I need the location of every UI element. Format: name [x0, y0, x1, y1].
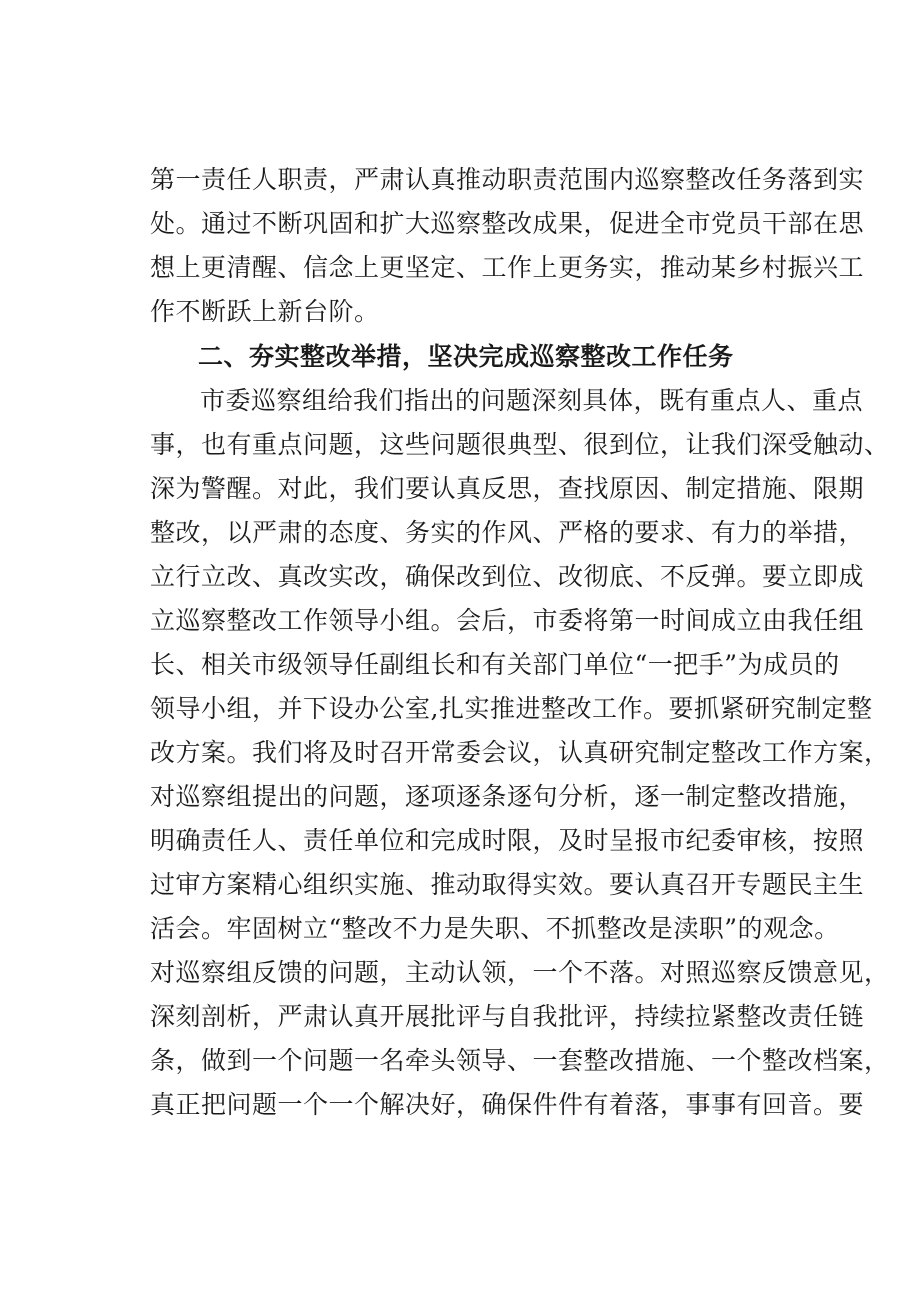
paragraph-2-line-15: 深刻剖析，严肃认真开展批评与自我批评，持续拉紧整改责任链	[150, 1002, 865, 1031]
paragraph-2-line-6: 立巡察整改工作领导小组。会后，市委将第一时间成立由我任组	[150, 606, 865, 635]
paragraph-2-line-7: 长、相关市级领导任副组长和有关部门单位“一把手”为成员的	[150, 650, 840, 679]
paragraph-1-line-3: 想上更清醒、信念上更坚定、工作上更务实，推动某乡村振兴工	[150, 253, 865, 282]
paragraph-2-line-4: 整改，以严肃的态度、务实的作风、严格的要求、有力的举措，	[150, 518, 865, 547]
section-heading: 二、夯实整改举措，坚决完成巡察整改工作任务	[198, 342, 734, 371]
paragraph-2-line-11: 明确责任人、责任单位和完成时限，及时呈报市纪委审核，按照	[150, 826, 865, 855]
paragraph-2-line-5: 立行立改、真改实改，确保改到位、改彻底、不反弹。要立即成	[150, 562, 865, 591]
paragraph-2-line-1: 市委巡察组给我们指出的问题深刻具体，既有重点人、重点	[200, 386, 864, 415]
paragraph-2-line-9: 改方案。我们将及时召开常委会议，认真研究制定整改工作方案，	[150, 738, 890, 767]
paragraph-1-line-2: 处。通过不断巩固和扩大巡察整改成果，促进全市党员干部在思	[150, 209, 865, 238]
paragraph-2-line-2: 事，也有重点问题，这些问题很典型、很到位，让我们深受触动、	[150, 430, 890, 459]
paragraph-2-line-14: 对巡察组反馈的问题，主动认领，一个不落。对照巡察反馈意见，	[150, 958, 890, 987]
paragraph-2-line-10: 对巡察组提出的问题，逐项逐条逐句分析，逐一制定整改措施，	[150, 782, 865, 811]
paragraph-1-line-4: 作不断跃上新台阶。	[150, 297, 380, 326]
paragraph-2-line-8: 领导小组，并下设办公室,扎实推进整改工作。要抓紧研究制定整	[150, 694, 873, 723]
paragraph-2-line-12: 过审方案精心组织实施、推动取得实效。要认真召开专题民主生	[150, 870, 865, 899]
paragraph-1-line-1: 第一责任人职责，严肃认真推动职责范围内巡察整改任务落到实	[150, 165, 865, 194]
paragraph-2-line-17: 真正把问题一个一个解决好，确保件件有着落，事事有回音。要	[150, 1090, 865, 1119]
paragraph-2-line-3: 深为警醒。对此，我们要认真反思，查找原因、制定措施、限期	[150, 474, 865, 503]
paragraph-2-line-16: 条，做到一个问题一名牵头领导、一套整改措施、一个整改档案，	[150, 1046, 890, 1075]
paragraph-2-line-13: 活会。牢固树立“整改不力是失职、不抓整改是渎职”的观念。	[150, 914, 840, 943]
